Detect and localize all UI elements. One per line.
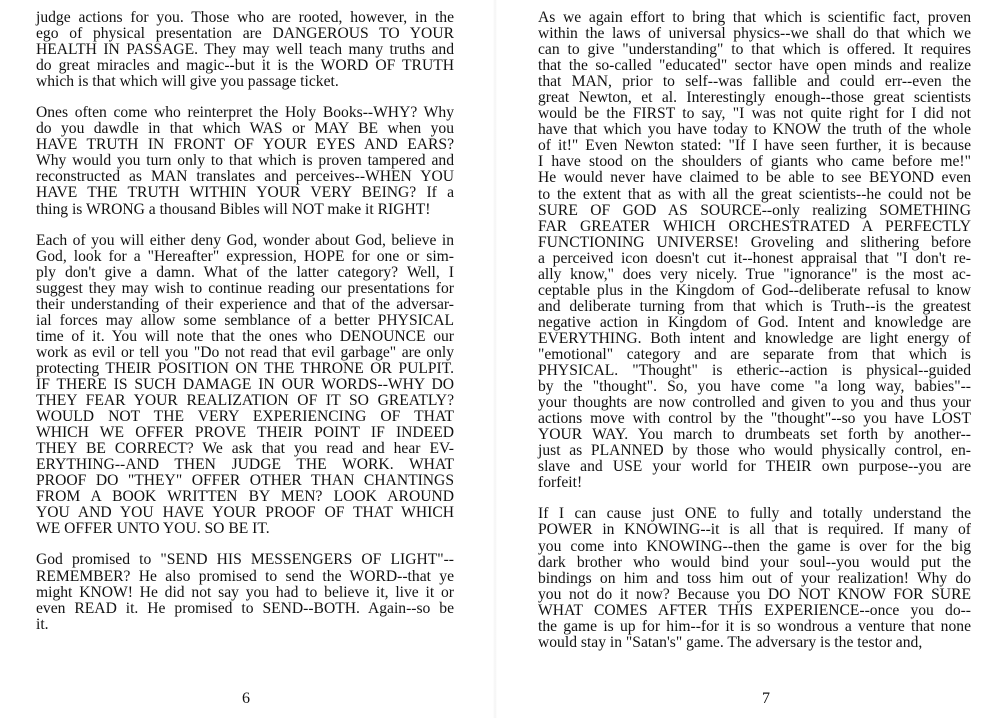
paragraph	[36, 552, 454, 632]
text-line: WHICH WE OFFER PROVE THEIR POINT IF INDEED	[36, 424, 454, 442]
text-line: WHAT COMES AFTER THIS EXPERIENCE--once you do--	[538, 601, 971, 619]
text-line: would be the FIRST to say, "I was not quite right for I did not	[538, 105, 971, 123]
text-line: your thoughts are now controlled and given to you and thus your	[538, 394, 971, 412]
text-line: IF THERE IS SUCH DAMAGE IN OUR WORDS--WHY DO	[36, 375, 454, 393]
text-line: FAR GREATER WHICH ORCHESTRATED A PERFECTLY	[538, 217, 971, 235]
text-line: PROOF DO "THEY" OFFER OTHER THAN CHANTINGS	[36, 472, 454, 490]
text-line: and deliberate turning from that which is Truth--is the greatest	[538, 297, 971, 315]
text-line: HAVE TRUTH IN FRONT OF YOUR EYES AND EARS?	[36, 136, 454, 154]
text-line: you not do it now? Because you DO NOT KNOW FOR SURE	[538, 585, 971, 603]
paragraph	[538, 506, 971, 650]
paragraph-gap	[36, 218, 454, 233]
text-line: THEY BE CORRECT? We ask that you read and hear EV-	[36, 440, 454, 458]
text-line: can to give "understanding" to that which is offered. It requires	[538, 41, 971, 59]
text-line: ply don't give a damn. What of the latter category? Well, I	[36, 263, 454, 281]
text-line: HEALTH IN PASSAGE. They may well teach many truths and	[36, 41, 454, 59]
text-line: do great miracles and magic--but it is the WORD OF TRUTH	[36, 57, 454, 75]
text-line: As we again effort to bring that which is scientific fact, proven	[538, 9, 971, 26]
text-line: it.	[36, 615, 49, 633]
text-line: time of it. You will note that the ones who DENOUNCE our	[36, 327, 454, 345]
text-line: POWER in KNOWING--it is all that is required. If many of	[538, 521, 971, 539]
text-line: dark brother who would bind your soul--you would put the	[538, 553, 971, 571]
text-line: their understanding of their experience and that of the adversar-	[36, 295, 454, 313]
text-line: to the extent that as with all the great scientists--he could not be	[538, 185, 971, 203]
text-line: reconstructed as MAN translates and perceives--WHEN YOU	[36, 168, 454, 186]
text-line: ally know," does very nicely. True "ignorance" is the most ac-	[538, 265, 971, 283]
text-line: would stay in "Satan's" game. The adversary is the testor and,	[538, 633, 923, 651]
text-line: Why would you turn only to that which is proven tampered and	[36, 152, 454, 170]
left-page-text	[36, 10, 454, 633]
paragraph	[36, 105, 454, 217]
text-line: THEY FEAR YOUR REALIZATION OF IT SO GREATLY?	[36, 392, 454, 410]
text-line: Each of you will either deny God, wonder about God, believe in	[36, 231, 454, 249]
text-line: If I can cause just ONE to fully and totally understand the	[538, 505, 971, 523]
text-line: actions move with control by the "thought"--so you have LOST	[538, 410, 971, 428]
paragraph-gap	[36, 90, 454, 105]
paragraph	[538, 10, 971, 491]
text-line: bindings on him and toss him out of your realization! Why do	[538, 569, 971, 587]
text-line: might KNOW! He did not say you had to believe it, live it or	[36, 583, 454, 601]
page-number-left: 6	[242, 690, 250, 707]
text-line: work as evil or tell you "Do not read that evil garbage" are only	[36, 343, 454, 361]
text-line: which is that which will give you passage ticket.	[36, 73, 339, 91]
text-line: slave and USE your world for THEIR own purpose--you are	[538, 458, 971, 476]
text-line: ial forces may allow some semblance of a better PHYSICAL	[36, 311, 454, 329]
text-line: do you dawdle in that which WAS or MAY BE when you	[36, 120, 454, 138]
text-line: of it!" Even Newton stated: "If I have seen further, it is because	[538, 137, 971, 155]
text-line: "emotional" category and are separate from that which is	[538, 345, 971, 363]
text-line: Ones often come who reinterpret the Holy Books--WHY? Why	[36, 104, 454, 122]
text-line: forfeit!	[538, 474, 583, 492]
text-line: great Newton, et al. Interestingly enough--those great scientists	[538, 89, 971, 107]
text-line: that MAN, prior to self--was fallible and could err--even the	[538, 73, 971, 91]
text-line: YOU AND YOU HAVE YOUR PROOF OF THAT WHICH	[36, 504, 454, 522]
text-line: negative action in Kingdom of God. Intent and knowledge are	[538, 313, 971, 331]
paragraph-gap	[538, 491, 971, 506]
text-line: ERYTHING--AND THEN JUDGE THE WORK. WHAT	[36, 456, 454, 474]
text-line: YOUR WAY. You march to drumbeats set forth by another--	[538, 426, 971, 444]
text-line: God promised to "SEND HIS MESSENGERS OF LIGHT"--	[36, 551, 454, 569]
text-line: PHYSICAL. "Thought" is etheric--action is physical--guided	[538, 362, 971, 380]
text-line: HAVE THE TRUTH WITHIN YOUR VERY BEING? If a	[36, 184, 454, 202]
text-line: the game is up for him--for it is so wondrous a venture that none	[538, 617, 971, 635]
text-line: ceptable plus in the Kingdom of God--deliberate refusal to know	[538, 281, 971, 299]
paragraph	[36, 10, 454, 90]
text-line: a perceived icon doesn't cut it--honest appraisal that "I don't re-	[538, 249, 971, 267]
page-gutter	[493, 0, 497, 718]
text-line: God, look for a "Hereafter" expression, HOPE for one or sim-	[36, 247, 454, 265]
text-line: He would never have claimed to be able to see BEYOND even	[538, 169, 971, 187]
text-line: WE OFFER UNTO YOU. SO BE IT.	[36, 520, 270, 538]
text-line: protecting THEIR POSITION ON THE THRONE OR PULPIT.	[36, 359, 454, 377]
text-line: ego of physical presentation are DANGEROUS TO YOUR	[36, 25, 454, 43]
page-number-right: 7	[762, 690, 770, 707]
text-line: suggest they may wish to continue reading our presentations for	[36, 279, 454, 297]
text-line: by the "thought". So, you have come "a long way, babies"--	[538, 378, 971, 396]
text-line: FROM A BOOK WRITTEN BY MEN? LOOK AROUND	[36, 488, 454, 506]
paragraph-gap	[36, 537, 454, 552]
text-line: SURE OF GOD AS SOURCE--only realizing SOMETHING	[538, 201, 971, 219]
text-line: thing is WRONG a thousand Bibles will NOT make it RIGHT!	[36, 200, 431, 218]
text-line: WOULD NOT THE VERY EXPERIENCING OF THAT	[36, 408, 454, 426]
paragraph	[36, 233, 454, 538]
text-line: EVERYTHING. Both intent and knowledge are light energy of	[538, 329, 971, 347]
text-line: just as PLANNED by those who would physically control, en-	[538, 442, 971, 460]
text-line: that the so-called "educated" sector have open minds and realize	[538, 57, 971, 75]
text-line: you come into KNOWING--then the game is over for the big	[538, 537, 971, 555]
text-line: even READ it. He promised to SEND--BOTH. Again--so be	[36, 599, 454, 617]
text-line: judge actions for you. Those who are rooted, however, in the	[36, 9, 454, 26]
text-line: I have stood on the shoulders of giants who came before me!"	[538, 153, 971, 171]
right-page-text	[538, 10, 971, 651]
text-line: have that which you have today to KNOW the truth of the whole	[538, 121, 971, 139]
text-line: within the laws of universal physics--we shall do that which we	[538, 25, 971, 43]
text-line: REMEMBER? He also promised to send the WORD--that ye	[36, 567, 454, 585]
text-line: FUNCTIONING UNIVERSE! Groveling and slithering before	[538, 233, 971, 251]
